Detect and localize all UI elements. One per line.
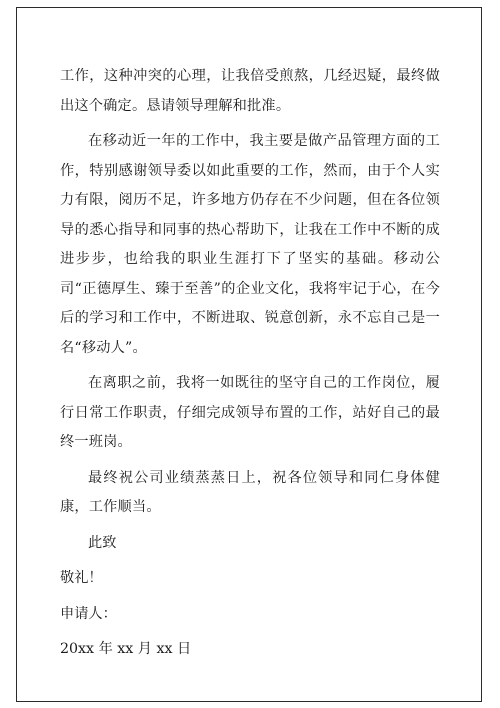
letter-body [60, 62, 440, 671]
paragraph-work-experience: 在移动近一年的工作中，我主要是做产品管理方面的工作，特别感谢领导委以如此重要的工作，然而，由于个人实力有限，阅历不足，许多地方仍存在不少问题，但在各位领导的悉心指导和同事的热心帮助下，让我在工作中不断的成进步步，也给我的职业生涯打下了坚实的基础。移动公司“正德厚生、臻于至善”的企业文化，我将牢记于心，在今后的学习和工作中，不断进取、锐意创新，永不忘自己是一名“移动人”。 [60, 133, 440, 356]
applicant-label: 申请人： [60, 605, 117, 622]
paragraph-before-leaving: 在离职之前，我将一如既往的坚守自己的工作岗位，履行日常工作职责，仔细完成领导布置的工作，站好自己的最终一班岗。 [60, 375, 440, 450]
closing-text: 此致 [88, 534, 117, 551]
paragraph-continuation: 工作，这种冲突的心理，让我倍受煎熬，几经迟疑，最终做出这个确定。恳请领导理解和批准。 [60, 68, 440, 114]
salute-text: 敬礼！ [60, 570, 103, 586]
date-text: 20xx 年 xx 月 xx 日 [60, 641, 192, 657]
paragraph-best-wishes: 最终祝公司业绩蒸蒸日上，祝各位领导和同仁身体健康，工作顺当。 [60, 469, 440, 515]
